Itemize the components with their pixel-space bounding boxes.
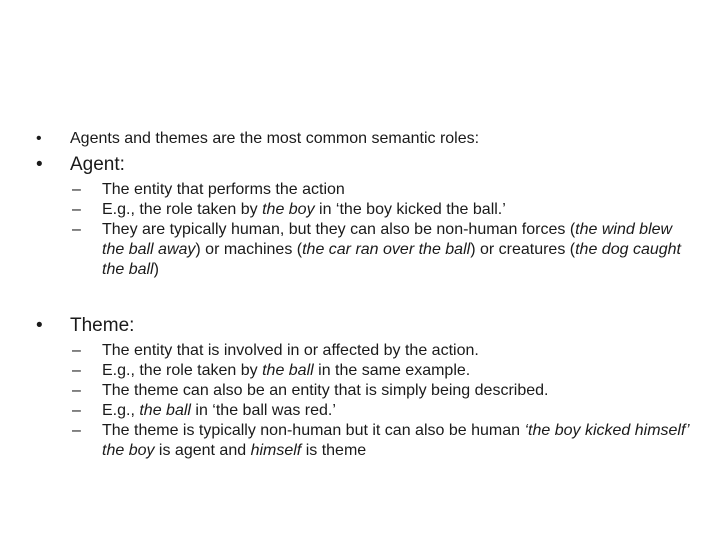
item-text: [102, 220, 692, 280]
dash-marker: –: [72, 201, 81, 218]
agent-list: [72, 180, 692, 280]
text-segment: in the same example.: [313, 362, 471, 379]
text-segment: E.g., the role taken by: [102, 362, 263, 379]
italic-segment: the ball: [262, 362, 314, 379]
italic-segment: the car ran over the ball: [302, 241, 471, 258]
text-segment: ) or creatures (: [470, 241, 576, 258]
theme-list-item: [72, 421, 692, 461]
bullet-theme: [36, 315, 134, 337]
dash-marker: –: [72, 221, 81, 238]
text-segment: The theme can also be an entity that is simply being described.: [102, 382, 549, 399]
text-segment: ) or machines (: [195, 241, 303, 258]
dash-marker: –: [72, 402, 81, 419]
theme-list: [72, 341, 692, 461]
theme-list-item: [72, 341, 692, 361]
dash-marker: –: [72, 342, 81, 359]
italic-segment: the ball: [139, 402, 191, 419]
theme-list-item: [72, 401, 692, 421]
italic-segment: himself: [250, 442, 302, 459]
text-segment: They are typically human, but they can also be non-human forces (: [102, 221, 576, 238]
agent-list-item: [72, 180, 692, 200]
text-segment: E.g., the role taken by: [102, 201, 263, 218]
text-segment: ): [153, 261, 159, 278]
dash-marker: –: [72, 382, 81, 399]
italic-segment: the dog caught the ball: [102, 241, 681, 278]
theme-heading: Theme:: [70, 315, 135, 336]
item-text: [102, 401, 692, 421]
italic-segment: the wind blew the ball away: [102, 221, 673, 258]
bullet-icon: •: [36, 154, 43, 175]
text-segment: E.g.,: [102, 402, 140, 419]
text-segment: The theme is typically non-human but it can also be human: [102, 422, 525, 439]
text-segment: is agent and: [154, 442, 251, 459]
bullet-icon: •: [36, 315, 43, 336]
item-text: [102, 341, 692, 361]
item-text: [102, 361, 692, 381]
text-segment: is theme: [301, 442, 367, 459]
item-text: [102, 381, 692, 401]
agent-heading: Agent:: [70, 154, 125, 175]
agent-list-item: [72, 220, 692, 280]
text-segment: The entity that is involved in or affected by the action.: [102, 342, 479, 359]
agent-list-item: [72, 200, 692, 220]
intro-text: Agents and themes are the most common semantic roles:: [70, 130, 480, 147]
bullet-icon: •: [36, 130, 42, 147]
dash-marker: –: [72, 422, 81, 439]
bullet-intro: [36, 130, 479, 148]
theme-list-item: [72, 361, 692, 381]
text-segment: The entity that performs the action: [102, 181, 345, 198]
text-segment: in ‘the ball was red.’: [190, 402, 336, 419]
item-text: [102, 200, 692, 220]
text-segment: in ‘the boy kicked the ball.’: [314, 201, 506, 218]
italic-segment: the boy: [262, 201, 315, 218]
dash-marker: –: [72, 362, 81, 379]
item-text: [102, 421, 692, 461]
bullet-agent: [36, 154, 125, 176]
italic-segment: ‘the boy kicked himself’ the boy: [102, 422, 689, 459]
item-text: [102, 180, 692, 200]
dash-marker: –: [72, 181, 81, 198]
theme-list-item: [72, 381, 692, 401]
